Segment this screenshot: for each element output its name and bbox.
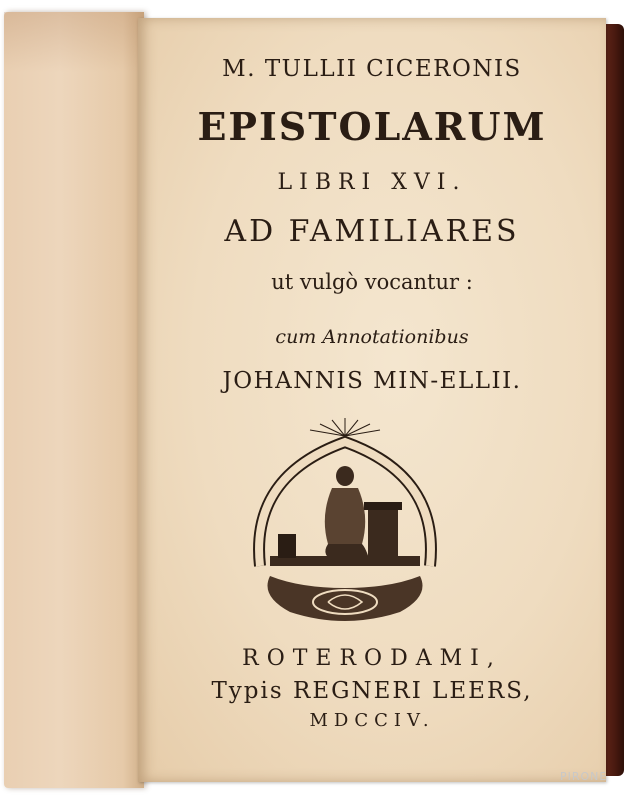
sun-rays [310, 418, 380, 436]
volume-line: LIBRI XVI. [277, 170, 467, 195]
title-page [138, 18, 606, 782]
annotation-line: cum Annotationibus [275, 326, 469, 348]
main-title: EPISTOLARUM [197, 104, 547, 149]
watermark-text: PIRONE [560, 770, 608, 783]
subtitle-note: ut vulgò vocantur : [271, 270, 473, 294]
author-line: M. TULLII CICERONIS [222, 56, 522, 82]
editor-line: JOHANNIS MIN-ELLII. [222, 368, 522, 394]
printer-device-illustration [240, 416, 450, 630]
subtitle-line: AD FAMILIARES [224, 214, 520, 249]
imprint-printer: Typis REGNERI LEERS, [211, 678, 533, 704]
imprint-place: ROTERODAMI, [242, 646, 502, 671]
imprint-year: MDCCIV. [309, 710, 435, 731]
left-endpaper [4, 12, 144, 788]
